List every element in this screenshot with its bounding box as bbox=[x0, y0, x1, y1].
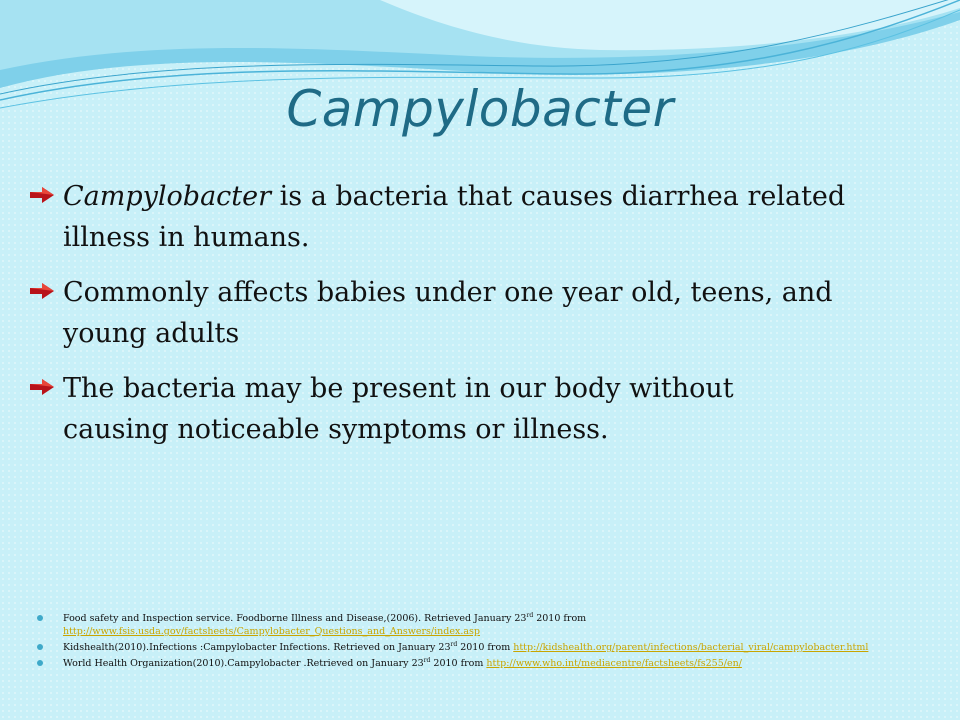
bullet-item bbox=[28, 272, 928, 354]
reference-sup: rd bbox=[450, 640, 458, 648]
reference-text: 2010 from bbox=[457, 642, 514, 653]
reference-link[interactable]: http://kidshealth.org/parent/infections/bacterial_viral/campylobacter.html bbox=[513, 642, 869, 653]
reference-item bbox=[36, 657, 936, 670]
reference-sup: rd bbox=[526, 611, 534, 619]
bullet-dot-icon bbox=[37, 615, 43, 621]
red-arrow-icon bbox=[30, 282, 56, 300]
bullet-text: illness in humans. bbox=[63, 222, 310, 253]
bullet-item bbox=[28, 368, 928, 450]
reference-text: Kidshealth(2010).Infections :Campylobacter Infections. Retrieved on January 23 bbox=[63, 642, 451, 653]
slide-title: Campylobacter bbox=[286, 80, 674, 138]
bullet-text: The bacteria may be present in our body without bbox=[63, 373, 734, 404]
bullet-text: is a bacteria that causes diarrhea related bbox=[271, 181, 846, 212]
bullet-text: causing noticeable symptoms or illness. bbox=[63, 414, 609, 445]
reference-text: World Health Organization(2010).Campylobacter .Retrieved on January 23 bbox=[63, 658, 424, 669]
bullet-item bbox=[28, 176, 928, 258]
reference-text: Food safety and Inspection service. Foodborne Illness and Disease,(2006). Retrieved January 23 bbox=[63, 613, 527, 624]
reference-link[interactable]: http://www.who.int/mediacentre/factsheets/fs255/en/ bbox=[486, 658, 742, 669]
reference-list bbox=[36, 612, 936, 673]
bullet-italic-lead: Campylobacter bbox=[63, 181, 272, 212]
bullet-dot-icon bbox=[37, 644, 43, 650]
reference-item bbox=[36, 641, 936, 654]
reference-sup: rd bbox=[423, 656, 431, 664]
reference-link[interactable]: http://www.fsis.usda.gov/factsheets/Campylobacter_Questions_and_Answers/index.asp bbox=[63, 626, 480, 637]
reference-item bbox=[36, 612, 936, 638]
bullet-list bbox=[28, 176, 928, 464]
reference-text: 2010 from bbox=[533, 613, 587, 624]
bullet-text: young adults bbox=[63, 318, 240, 349]
red-arrow-icon bbox=[30, 186, 56, 204]
bullet-dot-icon bbox=[37, 660, 43, 666]
red-arrow-icon bbox=[30, 378, 56, 396]
bullet-text: Commonly affects babies under one year old, teens, and bbox=[63, 277, 833, 308]
reference-text: 2010 from bbox=[430, 658, 487, 669]
